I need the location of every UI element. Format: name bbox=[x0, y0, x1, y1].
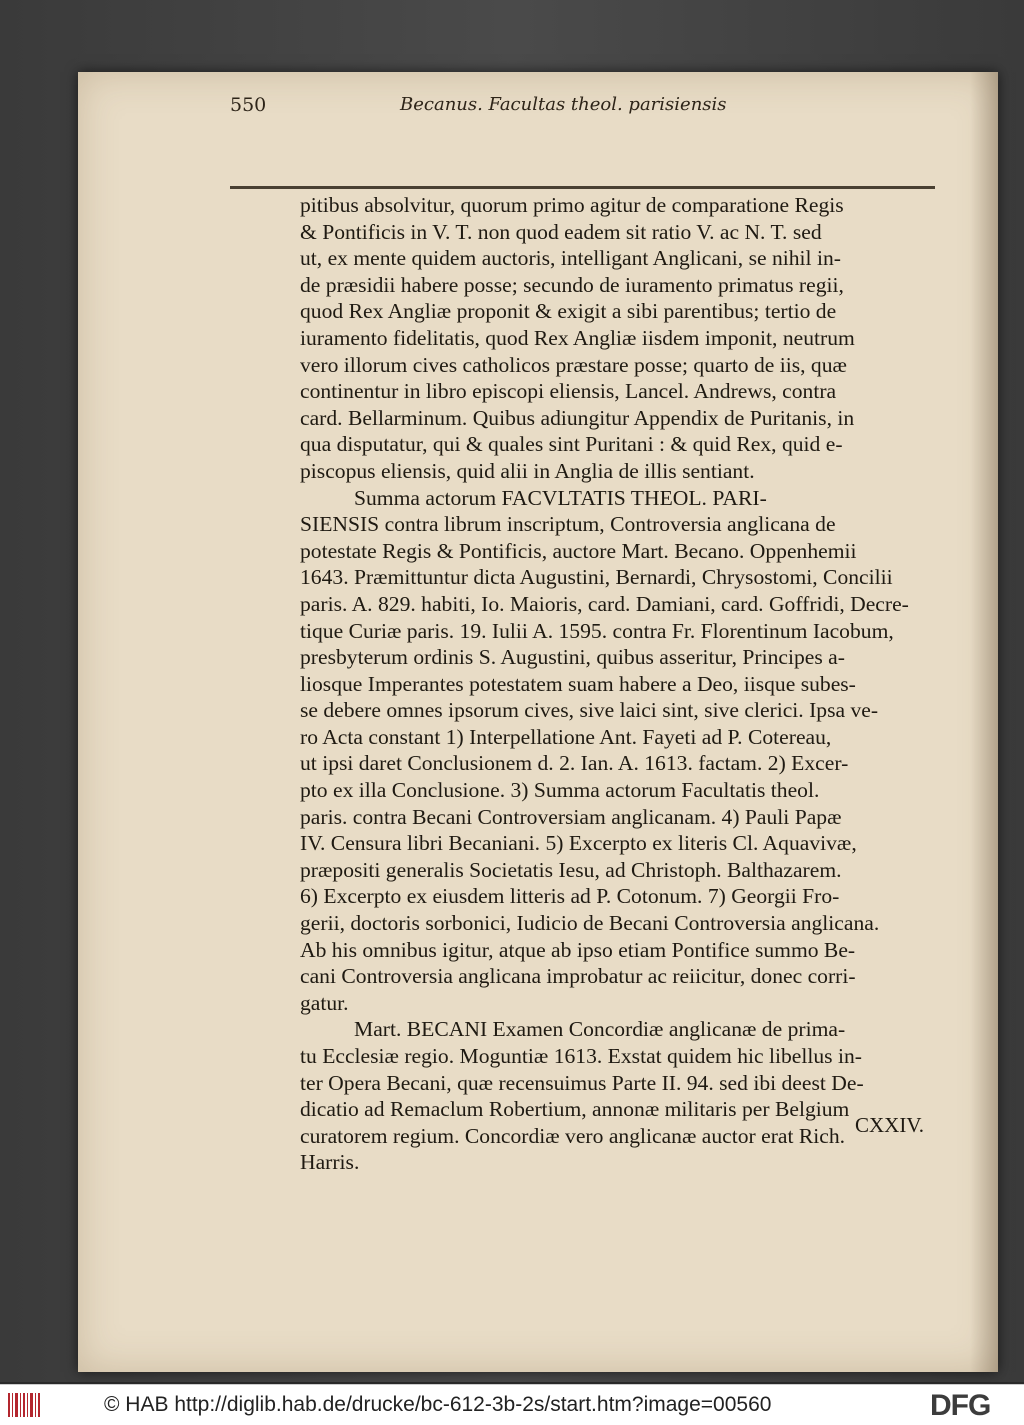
text-line: Harris. bbox=[300, 1150, 360, 1175]
text-line: dicatio ad Remaclum Robertium, annonæ militaris per Belgium bbox=[300, 1097, 850, 1122]
text-line: gerii, doctoris sorbonici, Iudicio de Becani Controversia anglicana. bbox=[300, 911, 880, 936]
body-text bbox=[300, 192, 940, 1176]
text-line: Mart. BECANI Examen Concordiæ anglicanæ de prima- bbox=[354, 1017, 846, 1042]
text-line: Summa actorum FACVLTATIS THEOL. PARI- bbox=[354, 485, 767, 510]
copyright-link[interactable]: © HAB http://diglib.hab.de/drucke/bc-612-3b-2s/start.htm?image=00560 bbox=[104, 1393, 772, 1416]
text-line: tu Ecclesiæ regio. Moguntiæ 1613. Exstat quidem hic libellus in- bbox=[300, 1044, 862, 1068]
text-line: paris. contra Becani Controversiam anglicanam. 4) Pauli Papæ bbox=[300, 804, 842, 829]
text-line: se debere omnes ipsorum cives, sive laici sint, sive clerici. Ipsa ve- bbox=[300, 698, 879, 723]
text-line: curatorem regium. Concordiæ vero anglicanæ auctor erat Rich. bbox=[300, 1123, 846, 1148]
text-line: ter Opera Becani, quæ recensuimus Parte II. 94. sed ibi deest De- bbox=[300, 1070, 864, 1095]
text-line: 6) Excerpto ex eiusdem litteris ad P. Cotonum. 7) Georgii Fro- bbox=[300, 884, 840, 909]
text-line: præpositi generalis Societatis Iesu, ad Christoph. Balthazarem. bbox=[300, 857, 842, 882]
running-title: Becanus. Facultas theol. parisiensis bbox=[400, 94, 727, 115]
text-line: potestate Regis & Pontificis, auctore Mart. Becano. Oppenhemii bbox=[300, 538, 857, 563]
text-line: ut, ex mente quidem auctoris, intelligant Anglicani, se nihil in- bbox=[300, 246, 841, 271]
text-line: pto ex illa Conclusione. 3) Summa actorum Facultatis theol. bbox=[300, 778, 820, 803]
catchword: CXXIV. bbox=[855, 1113, 925, 1137]
text-line: gatur. bbox=[300, 990, 349, 1015]
text-line: de præsidii habere posse; secundo de iuramento primatus regii, bbox=[300, 272, 844, 297]
text-line: IV. Censura libri Becaniani. 5) Excerpto ex literis Cl. Aquavivæ, bbox=[300, 831, 857, 856]
text-line: quod Rex Angliæ proponit & exigit a sibi parentibus; tertio de bbox=[300, 299, 837, 324]
running-head bbox=[230, 90, 890, 130]
page-number: 550 bbox=[230, 94, 267, 116]
text-line: iuramento fidelitatis, quod Rex Angliæ iisdem imponit, neutrum bbox=[300, 325, 855, 350]
text-line: ut ipsi daret Conclusionem d. 2. Ian. A. 1613. factam. 2) Excer- bbox=[300, 751, 849, 776]
text-line: card. Bellarminum. Quibus adiungitur Appendix de Puritanis, in bbox=[300, 405, 855, 430]
text-line: 1643. Præmittuntur dicta Augustini, Bernardi, Chrysostomi, Concilii bbox=[300, 565, 893, 590]
text-line: qua disputatur, qui & quales sint Puritani : & quid Rex, quid e- bbox=[300, 432, 843, 457]
header-rule bbox=[230, 186, 935, 189]
text-line: piscopus eliensis, quid alii in Anglia de illis sentiant. bbox=[300, 458, 755, 483]
text-line: paris. A. 829. habiti, Io. Maioris, card. Damiani, card. Goffridi, Decre- bbox=[300, 591, 909, 616]
text-line: presbyterum ordinis S. Augustini, quibus asseritur, Principes a- bbox=[300, 645, 845, 670]
viewer-footer bbox=[0, 1384, 1024, 1425]
text-line: pitibus absolvitur, quorum primo agitur de comparatione Regis bbox=[300, 193, 844, 217]
text-line: Ab his omnibus igitur, atque ab ipso etiam Pontifice summo Be- bbox=[300, 937, 856, 962]
text-line: ro Acta constant 1) Interpellatione Ant. Fayeti ad P. Cotereau, bbox=[300, 724, 832, 749]
text-line: tique Curiæ paris. 19. Iulii A. 1595. contra Fr. Florentinum Iacobum, bbox=[300, 618, 894, 643]
text-line: liosque Imperantes potestatem suam habere a Deo, iisque subes- bbox=[300, 671, 856, 696]
text-line: & Pontificis in V. T. non quod eadem sit ratio V. ac N. T. sed bbox=[300, 219, 822, 244]
hab-barcode-icon bbox=[8, 1393, 40, 1417]
dfg-logo: DFG bbox=[930, 1389, 991, 1422]
text-line: continentur in libro episcopi eliensis, Lancel. Andrews, contra bbox=[300, 379, 837, 404]
text-line: vero illorum cives catholicos præstare posse; quarto de iis, quæ bbox=[300, 352, 847, 377]
text-line: SIENSIS contra librum inscriptum, Controversia anglicana de bbox=[300, 512, 836, 537]
page-edge-shadow bbox=[970, 72, 998, 1372]
text-line: cani Controversia anglicana improbatur ac reiicitur, donec corri- bbox=[300, 964, 856, 989]
